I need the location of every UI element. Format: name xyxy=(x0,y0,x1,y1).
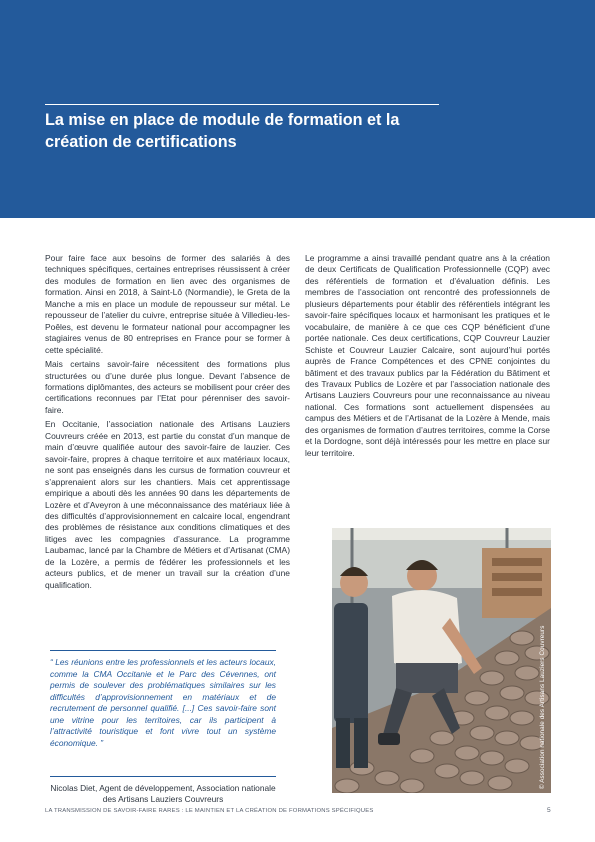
paragraph: Le programme a ainsi travaillé pendant quatre ans à la création de deux Certificats de Qualification Professionnelle (CQP) avec des référentiels de formation et d’évaluation définis. Les membres de l’association ont rencontré des professionnels de plusieurs départements pour établir des référentiels intégrant les savoir-faire spécifiques locaux et harmonisant les pratiques et le vocabulaire, de manière à ce que ces CQP bénéficient d’une portée nationale. Ces deux certifications, CQP Couvreur Lauzier Schiste et Couvreur Lauzier Calcaire, sont aujourd’hui portés auprès de France Compétences et des CPNE conjointes du bâtiment et des travaux publics par la Fédération du Bâtiment et des Travaux Publics de Lozère et par l’association nationale des Artisans Lauziers Couvreurs pour une reconnaissance au niveau national. Ces formations sont actuellement dispensées au campus des Métiers et de l’Artisanat de la Lozère à Mende, mais des organismes de formation d’autres territoires, comme la Corse et la Dordogne, sont déjà intéressés pour les mettre en place sur leur territoire. xyxy=(305,253,550,458)
pull-quote: “ Les réunions entre les professionnels et les acteurs locaux, comme la CMA Occitanie et le Parc des Cévennes, ont permis de soulever des problématiques similaires sur les difficultés d’approvisionnement en matériaux et de recrutement de personnel qualifié. [...] Ces savoir-faire sont une vitrine pour les territoires, car ils participent à l’attractivité touristique et font vivre tout un système économique. ” xyxy=(50,657,276,748)
left-column xyxy=(45,253,290,594)
quote-bottom-rule xyxy=(50,776,276,777)
roofers-photo-illustration xyxy=(332,528,551,793)
photo-credit: © Association nationale des Artisans Lauziers Couvreurs xyxy=(539,625,546,789)
roofers-photo xyxy=(332,528,551,793)
header-rule xyxy=(45,104,439,105)
right-column xyxy=(305,253,550,462)
quote-attribution: Nicolas Diet, Agent de développement, Association nationale des Artisans Lauziers Couvreurs xyxy=(50,783,276,804)
paragraph: En Occitanie, l’association nationale des Artisans Lauziers Couvreurs créée en 2013, est partie du constat d’un manque de main d’œuvre qualifiée autour des savoir-faire de lauzier. Ces savoir-faire, propres à chaque territoire et aux matériaux locaux, ne sont pas enseignés dans les cursus de formation couvreur et s’apprenaient alors sur les chantiers. Mais cet apprentissage empirique a abouti dès les années 90 dans les départements de Lozère et d’Aveyron à une méconnaissance des matériaux liée à des difficultés d’approvisionnement en calcaire local, engendrant des problèmes de résistance aux conditions climatiques et des litiges avec les compagnies d’assurance. La programme Laubamac, lancé par la Chambre de Métiers et d’Artisanat (CMA) de la Lozère, a permis de fédérer les professionnels et les acteurs publics, et de mener un travail sur la création d’une qualification. xyxy=(45,419,290,590)
page-number: 5 xyxy=(547,807,551,814)
header-band xyxy=(0,0,595,218)
footer-running-title: LA TRANSMISSION DE SAVOIR-FAIRE RARES : LE MAINTIEN ET LA CRÉATION DE FORMATIONS SPÉCIFIQUES xyxy=(45,808,374,814)
paragraph: Mais certains savoir-faire nécessitent des formations plus structurées ou d’une durée plus longue. Devant l’absence de formations diplômantes, des acteurs se mobilisent pour créer des certifications reconnues par l’Etat pour pérenniser des savoir-faire. xyxy=(45,359,290,415)
page-title: La mise en place de module de formation et la création de certifications xyxy=(45,111,400,151)
paragraph: Pour faire face aux besoins de former des salariés à des techniques spécifiques, certaines entreprises réussissent à créer des modules de formation en lien avec des organismes de formation. Ainsi en 2018, à Saint-Lô (Normandie), le Greta de la Manche a mis en place un module de repousseur sur métal. Le repousseur de l’atelier du cuivre, entreprise située à Villedieu-les-Poêles, est devenu le formateur national pour accompagner les stagiaires venus de 80 entreprises en France pour se former à cette spécialité. xyxy=(45,253,290,355)
quote-top-rule xyxy=(50,650,276,651)
